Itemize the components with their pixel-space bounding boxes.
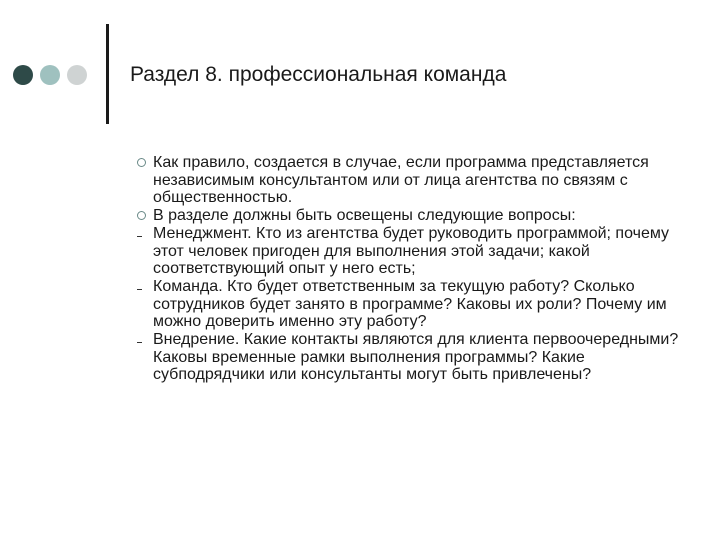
list-item-text: Команда. Кто будет ответственным за текущую работу? Сколько сотрудников будет занято в программе? Каковы их роли? Почему им можно доверить именно эту работу? <box>153 277 667 331</box>
slide-content <box>137 154 697 384</box>
title-divider <box>106 24 109 124</box>
list-item <box>137 225 697 278</box>
dash-bullet-icon <box>137 289 142 290</box>
list-item <box>137 331 697 384</box>
dash-bullet-icon <box>137 342 142 343</box>
ring-bullet-icon <box>137 158 146 167</box>
dot-teal-icon <box>40 65 60 85</box>
list-item-text: Как правило, создается в случае, если программа представляется независимым консультантом или от лица агентства по связям с общественностью. <box>153 154 649 207</box>
slide-title: Раздел 8. профессиональная команда <box>130 63 507 86</box>
list-item-text: В разделе должны быть освещены следующие вопросы: <box>153 207 576 225</box>
dot-dark-icon <box>13 65 33 85</box>
list-item <box>137 154 697 207</box>
ring-bullet-icon <box>137 211 146 220</box>
list-item <box>137 278 697 331</box>
dot-gray-icon <box>67 65 87 85</box>
dash-bullet-icon <box>137 236 142 237</box>
list-item-text: Менеджмент. Кто из агентства будет руководить программой; почему этот человек пригоден для выполнения этой задачи; какой соответствующий опыт у него есть; <box>153 224 670 278</box>
list-item-text: Внедрение. Какие контакты являются для клиента первоочередными? Каковы временные рамки выполнения программы? Какие субподрядчики или консультанты могут быть привлечены? <box>153 331 679 384</box>
list-item <box>137 207 697 225</box>
